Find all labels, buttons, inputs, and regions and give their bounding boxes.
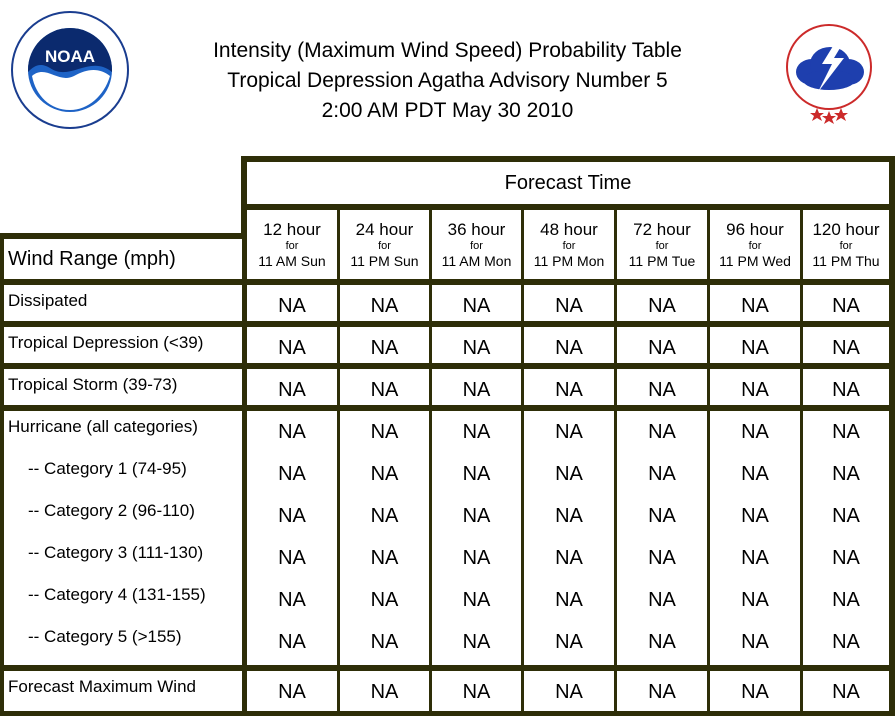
value-cell: NA [555,463,583,485]
value-cell: NA [555,379,583,401]
value-cell: NA [648,589,676,611]
nws-logo [772,10,887,125]
value-cell-group [617,285,707,321]
column-for: for [285,240,299,252]
value-cell: NA [555,337,583,359]
value-cell: NA [741,681,769,703]
value-cell-group [432,369,521,405]
row-label-group [4,327,242,363]
value-cell: NA [278,463,306,485]
value-cell-group [803,671,889,711]
value-cell: NA [555,421,583,443]
value-cell: NA [462,421,491,443]
column-hours: 72 hour [633,220,691,239]
value-cell: NA [741,547,769,569]
column-when: 11 PM Thu [812,253,880,269]
value-cell: NA [278,547,306,569]
column-for: for [470,240,483,252]
value-cell: NA [370,295,399,317]
column-header [340,210,429,279]
column-when: 11 PM Mon [533,253,605,269]
value-cell: NA [370,589,399,611]
value-cell: NA [278,379,306,401]
value-cell-group [247,285,337,321]
value-cell-group [340,411,429,665]
page-title [150,36,745,126]
column-hours: 12 hour [263,220,321,239]
value-cell: NA [741,463,769,485]
column-for: for [655,240,669,252]
column-hours: 120 hour [812,220,880,239]
value-cell: NA [555,589,583,611]
value-cell-group [340,671,429,711]
column-hours: 24 hour [355,220,414,239]
row-label: Forecast Maximum Wind [8,677,196,696]
value-cell-group [524,369,614,405]
value-cell: NA [648,547,676,569]
row-label: -- Category 2 (96-110) [28,501,195,520]
title-line-3: 2:00 AM PDT May 30 2010 [321,99,574,122]
value-cell-group [340,285,429,321]
value-cell: NA [370,505,399,527]
value-cell: NA [832,589,860,611]
value-cell: NA [741,631,769,653]
value-cell: NA [741,505,769,527]
value-cell: NA [555,505,583,527]
value-cell: NA [832,681,860,703]
value-cell-group [803,369,889,405]
value-cell: NA [462,295,491,317]
value-cell: NA [741,337,769,359]
value-cell: NA [741,589,769,611]
value-cell: NA [462,505,491,527]
value-cell: NA [278,421,306,443]
value-cell-group [710,671,800,711]
value-cell: NA [555,631,583,653]
column-header [803,210,889,279]
row-label-group [4,285,242,321]
value-cell: NA [648,463,676,485]
value-cell: NA [370,631,399,653]
value-cell: NA [370,681,399,703]
column-hours: 48 hour [540,220,598,239]
value-cell: NA [370,337,399,359]
value-cell: NA [648,421,676,443]
column-for: for [839,240,853,252]
value-cell-group [617,411,707,665]
value-cell-group [710,369,800,405]
value-cell-group [803,285,889,321]
column-header [524,210,614,279]
value-cell-group [524,411,614,665]
value-cell: NA [555,295,583,317]
column-for: for [562,240,576,252]
value-cell-group [803,327,889,363]
header [0,0,895,150]
value-cell-group [803,411,889,665]
column-when: 11 AM Mon [441,253,512,269]
value-cell: NA [555,547,583,569]
value-cell: NA [648,295,676,317]
value-cell: NA [832,379,860,401]
forecast-time-header: Forecast Time [247,162,889,204]
value-cell: NA [370,379,399,401]
value-cell-group [247,369,337,405]
column-header [710,210,800,279]
column-header [432,210,521,279]
row-label: -- Category 3 (111-130) [28,543,204,562]
value-cell: NA [648,379,676,401]
row-label: -- Category 5 (>155) [28,627,182,646]
value-cell-group [432,285,521,321]
column-when: 11 PM Wed [719,253,791,269]
column-hours: 96 hour [726,220,784,239]
noaa-logo [10,10,130,130]
value-cell: NA [832,463,860,485]
value-cell: NA [278,589,306,611]
column-hours: 36 hour [447,220,506,239]
value-cell: NA [648,631,676,653]
column-header [247,210,337,279]
value-cell: NA [832,421,860,443]
value-cell: NA [370,547,399,569]
wind-range-label: Wind Range (mph) [8,247,176,270]
value-cell-group [340,369,429,405]
value-cell: NA [462,463,491,485]
value-cell-group [524,671,614,711]
column-for: for [378,240,391,252]
value-cell-group [710,411,800,665]
row-label: -- Category 1 (74-95) [28,459,187,478]
value-cell-group [432,411,521,665]
row-label-group [4,411,242,665]
value-cell-group [247,327,337,363]
value-cell: NA [278,295,306,317]
value-cell: NA [648,337,676,359]
value-cell-group [247,411,337,665]
value-cell: NA [462,631,491,653]
column-when: 11 PM Sun [350,253,419,269]
value-cell: NA [462,681,491,703]
value-cell: NA [462,547,491,569]
column-when: 11 AM Sun [258,253,326,269]
value-cell: NA [462,337,491,359]
value-cell: NA [278,337,306,359]
column-when: 11 PM Tue [628,253,696,269]
value-cell-group [617,671,707,711]
value-cell: NA [462,589,491,611]
value-cell: NA [462,379,491,401]
value-cell: NA [832,547,860,569]
column-header [617,210,707,279]
row-label: Dissipated [8,291,88,310]
value-cell: NA [555,681,583,703]
value-cell: NA [370,421,399,443]
value-cell: NA [278,631,306,653]
row-label: Tropical Depression (<39) [8,333,204,352]
value-cell-group [617,327,707,363]
value-cell: NA [741,379,769,401]
value-cell-group [524,327,614,363]
value-cell: NA [832,295,860,317]
value-cell: NA [832,337,860,359]
column-for: for [748,240,762,252]
value-cell-group [524,285,614,321]
title-line-1: Intensity (Maximum Wind Speed) Probability Table [213,39,682,62]
value-cell: NA [741,295,769,317]
value-cell-group [710,285,800,321]
row-label: Hurricane (all categories) [8,417,198,436]
value-cell: NA [278,681,306,703]
value-cell-group [432,671,521,711]
value-cell-group [247,671,337,711]
wind-range-header [4,239,242,279]
value-cell: NA [370,463,399,485]
row-label-group [4,671,242,711]
value-cell: NA [832,631,860,653]
value-cell-group [710,327,800,363]
title-line-2: Tropical Depression Agatha Advisory Number 5 [227,69,668,92]
value-cell-group [432,327,521,363]
row-label: Tropical Storm (39-73) [8,375,178,394]
value-cell-group [340,327,429,363]
row-label: -- Category 4 (131-155) [28,585,206,604]
value-cell: NA [648,681,676,703]
svg-text:NOAA: NOAA [44,47,96,66]
value-cell: NA [832,505,860,527]
value-cell-group [617,369,707,405]
value-cell: NA [741,421,769,443]
value-cell: NA [648,505,676,527]
value-cell: NA [278,505,306,527]
row-label-group [4,369,242,405]
